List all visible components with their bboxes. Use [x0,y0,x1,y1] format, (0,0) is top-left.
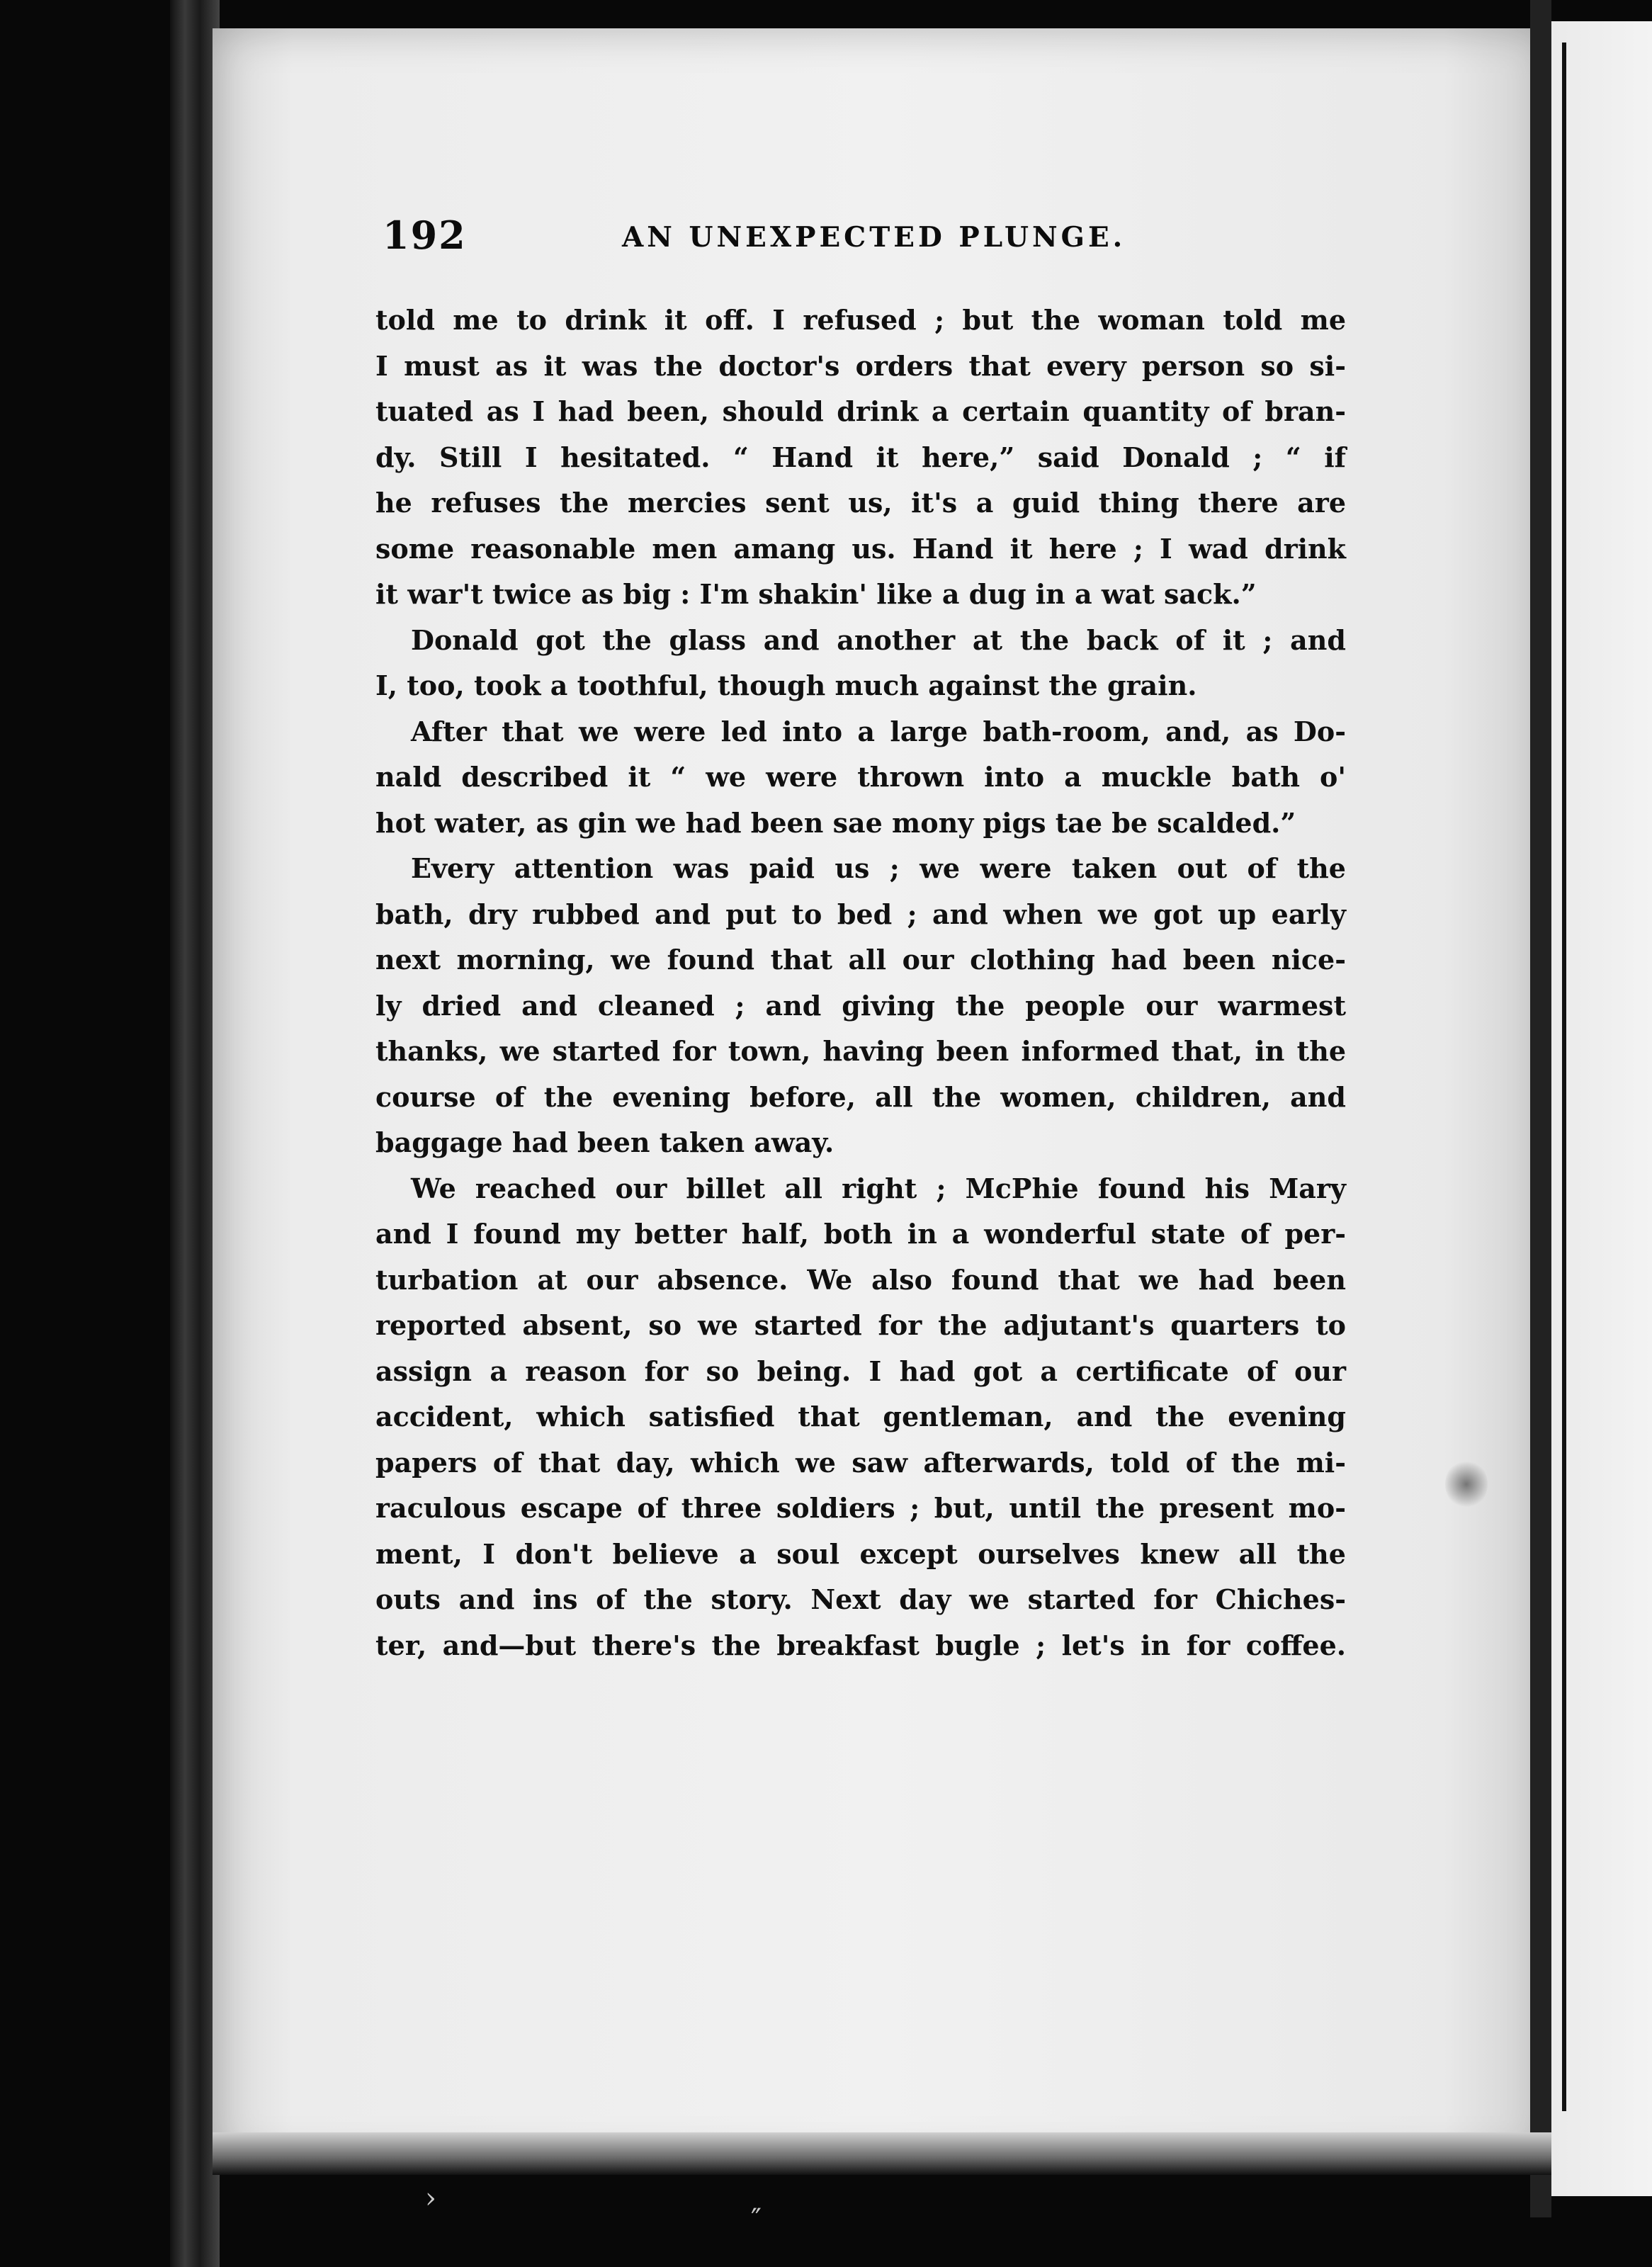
text-line: bath, dry rubbed and put to bed ; and when we got up early [375,898,1346,930]
ink-blot [1445,1459,1488,1509]
text-line: assign a reason for so being. I had got a certificate of our [375,1355,1346,1387]
text-line: hot water, as gin we had been sae mony pigs tae be scalded.” [375,806,1296,839]
text-line: turbation at our absence. We also found that we had been [375,1263,1346,1296]
text-line: thanks, we started for town, having been informed that, in the [375,1035,1346,1067]
text-line: he refuses the mercies sent us, it's a guid thing there are [375,487,1346,519]
text-line: baggage had been taken away. [375,1126,835,1158]
text-line: dy. Still I hesitated. “ Hand it here,” said Donald ; “ if [375,441,1346,473]
text-line: papers of that day, which we saw afterwards, told of the mi- [375,1446,1346,1479]
text-line: nald described it “ we were thrown into a muckle bath o' [375,761,1346,793]
page-header [383,213,1360,262]
text-line: ment, I don't believe a soul except ourselves knew all the [375,1537,1346,1570]
scan-artifact: › [425,2182,436,2215]
text-line: ter, and—but there's the breakfast bugle ; let's in for coffee. [375,1629,1346,1661]
text-line: outs and ins of the story. Next day we started for Chiches- [375,1583,1346,1615]
text-line: tuated as I had been, should drink a certain quantity of bran- [375,395,1346,427]
text-line: I must as it was the doctor's orders that every person so si- [375,349,1346,382]
text-line: it war't twice as big : I'm shakin' like a dug in a wat sack.” [375,578,1257,610]
text-line: reported absent, so we started for the adjutant's quarters to [375,1309,1346,1341]
page-gutter-shadow [1530,0,1551,2217]
text-line: next morning, we found that all our clothing had been nice- [375,944,1346,976]
text-line: Every attention was paid us ; we were taken out of the [411,852,1346,884]
scan-artifact: ″ [751,2203,762,2236]
text-line: and I found my better half, both in a wonderful state of per- [375,1218,1346,1250]
text-line: course of the evening before, all the women, children, and [375,1080,1346,1113]
facing-page-edge [1551,21,1652,2196]
text-line: I, too, took a toothful, though much against the grain. [375,669,1197,701]
text-line: Donald got the glass and another at the back of it ; and [411,623,1346,656]
page-number: 192 [383,213,467,258]
facing-page-rule [1562,43,1566,2111]
text-line: told me to drink it off. I refused ; but the woman told me [375,304,1346,336]
text-line: After that we were led into a large bath-room, and, as Do- [411,715,1346,747]
text-line: ly dried and cleaned ; and giving the people our warmest [375,989,1346,1022]
body-text [375,298,1346,1668]
text-line: some reasonable men amang us. Hand it here ; I wad drink [375,532,1346,565]
text-line: raculous escape of three soldiers ; but, until the present mo- [375,1492,1346,1524]
page-bottom-edge [213,2132,1551,2175]
text-line: We reached our billet all right ; McPhie found his Mary [411,1172,1346,1204]
text-line: accident, which satisfied that gentleman, and the evening [375,1401,1346,1432]
running-head: AN UNEXPECTED PLUNGE. [622,221,1126,254]
